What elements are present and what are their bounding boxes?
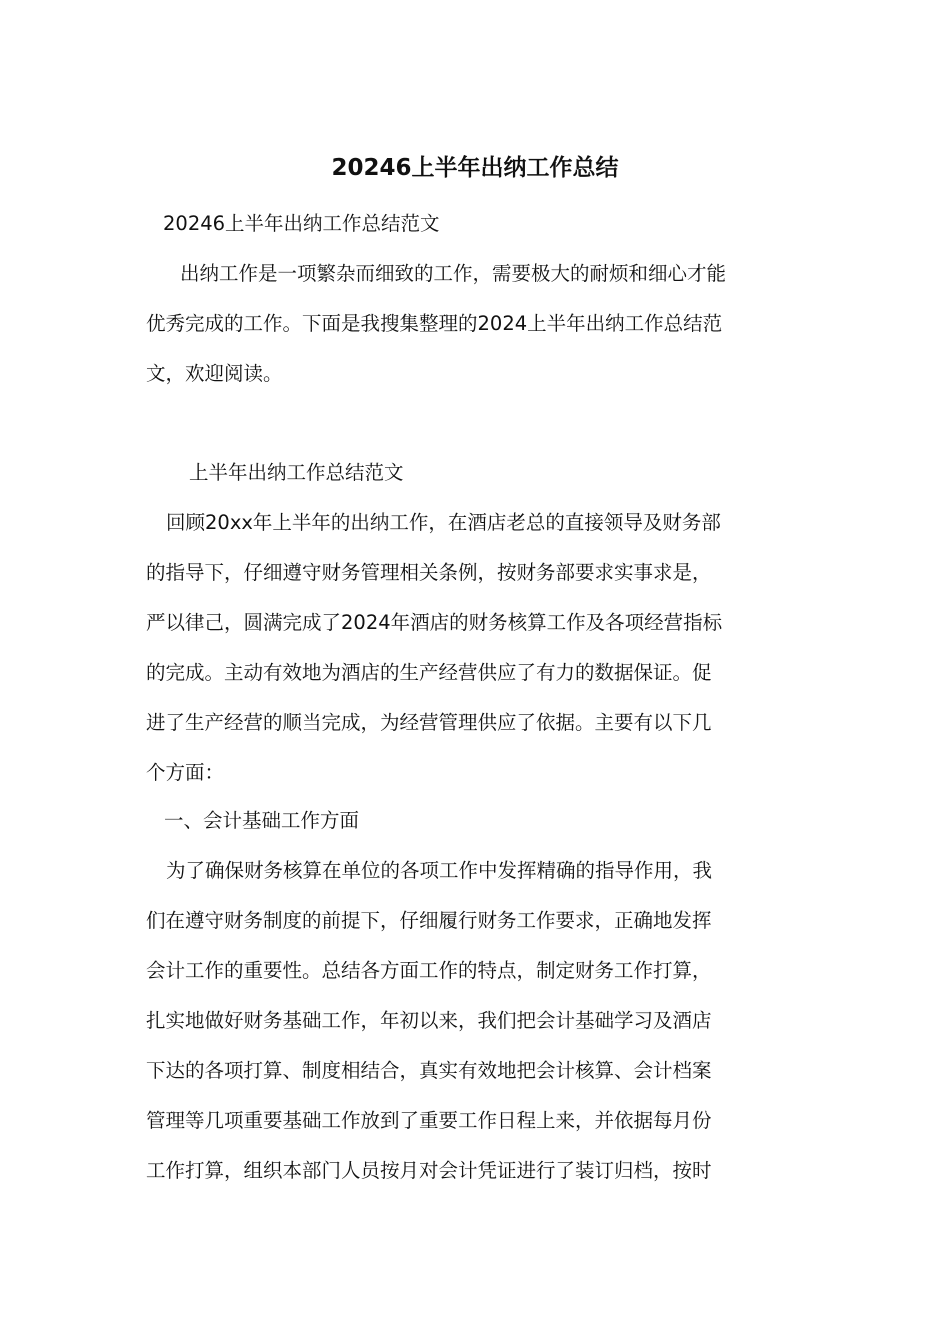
body2-line-6: 管理等几项重要基础工作放到了重要工作日程上来，并依据每月份 (146, 1109, 712, 1132)
intro-line-2: 优秀完成的工作。下面是我搜集整理的2024上半年出纳工作总结范 (146, 312, 723, 335)
body-line-6: 个方面： (146, 761, 225, 784)
body2-line-5: 下达的各项打算、制度相结合，真实有效地把会计核算、会计档案 (146, 1059, 712, 1082)
body2-line-1: 为了确保财务核算在单位的各项工作中发挥精确的指导作用，我 (166, 859, 713, 882)
body2-line-2: 们在遵守财务制度的前提下，仔细履行财务工作要求，正确地发挥 (146, 909, 712, 932)
heading-1: 一、会计基础工作方面 (164, 809, 360, 832)
body-line-2: 的指导下，仔细遵守财务管理相关条例，按财务部要求实事求是， (146, 561, 712, 584)
body-line-4: 的完成。主动有效地为酒店的生产经营供应了有力的数据保证。促 (146, 661, 712, 684)
document-subtitle: 20246上半年出纳工作总结范文 (163, 212, 440, 235)
body-line-3: 严以律己，圆满完成了2024年酒店的财务核算工作及各项经营指标 (146, 611, 723, 634)
intro-line-3: 文，欢迎阅读。 (146, 362, 283, 385)
body2-line-7: 工作打算，组织本部门人员按月对会计凭证进行了装订归档，按时 (146, 1159, 712, 1182)
body2-line-3: 会计工作的重要性。总结各方面工作的特点，制定财务工作打算， (146, 959, 712, 982)
body-line-5: 进了生产经营的顺当完成，为经营管理供应了依据。主要有以下几 (146, 711, 712, 734)
intro-line-1: 出纳工作是一项繁杂而细致的工作，需要极大的耐烦和细心才能 (180, 262, 727, 285)
body2-line-4: 扎实地做好财务基础工作，年初以来，我们把会计基础学习及酒店 (146, 1009, 712, 1032)
section-title: 上半年出纳工作总结范文 (189, 461, 404, 484)
document-title: 20246上半年出纳工作总结 (331, 155, 619, 181)
body-line-1: 回顾20xx年上半年的出纳工作，在酒店老总的直接领导及财务部 (166, 511, 721, 534)
